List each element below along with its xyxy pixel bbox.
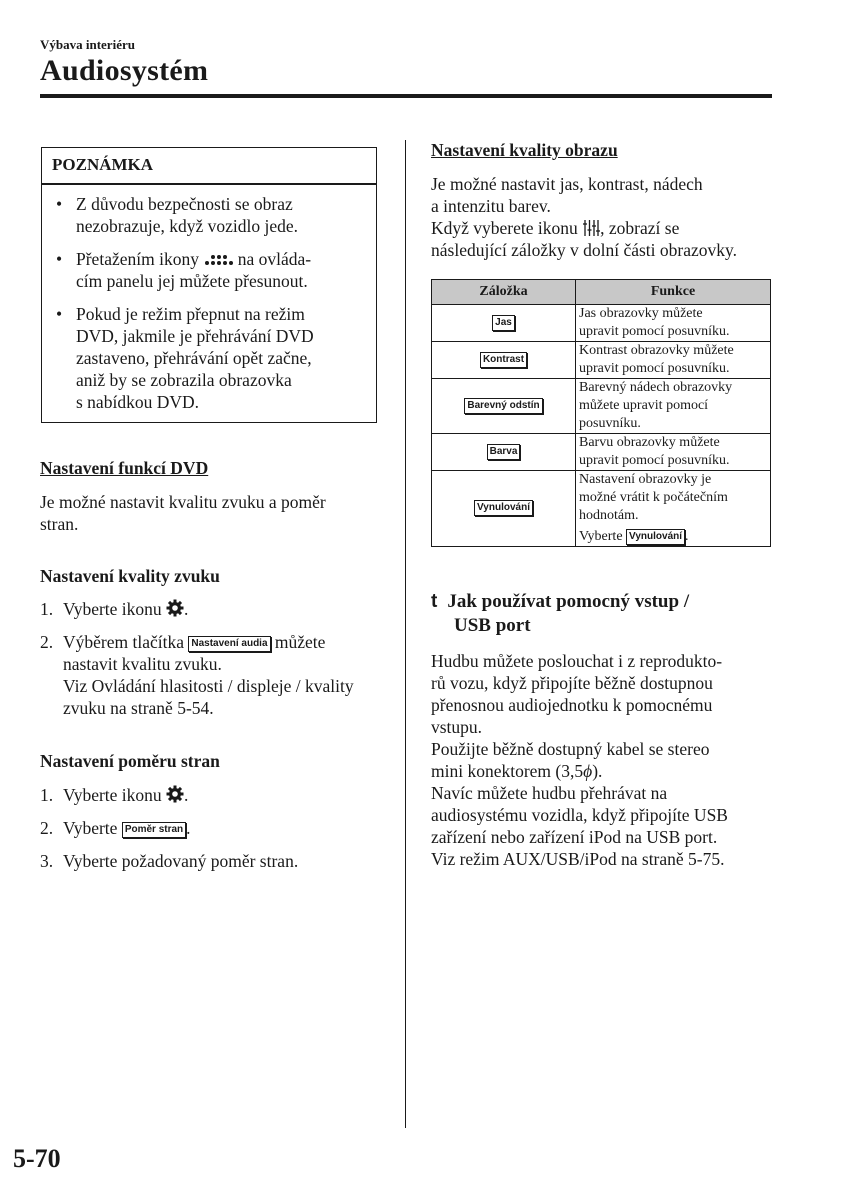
dvd-settings-heading: Nastavení funkcí DVD: [40, 458, 209, 478]
move-handle-icon: [203, 254, 233, 266]
settings-gear-icon: [166, 599, 184, 617]
diameter-symbol: ϕ: [583, 761, 593, 781]
audio-settings-button: Nastavení audia: [188, 636, 270, 652]
tabs-table: [431, 279, 771, 547]
table-header: Funkce: [576, 280, 771, 305]
image-intro: Je možné nastavit jas, kontrast, nádech a intenzitu barev. Když vyberete ikonu , zobrazí se následující záložky v dolní části obrazovky.: [431, 174, 737, 260]
picture-adjust-icon: [582, 219, 600, 237]
brightness-tab-button: Jas: [492, 315, 515, 331]
table-row: Barva Barvu obrazovky můžete upravit pomocí posuvníku.: [432, 434, 771, 471]
contrast-tab-button: Kontrast: [480, 352, 527, 368]
reset-tab-button: Vynulování: [474, 500, 533, 516]
aspect-ratio-heading: Nastavení poměru stran: [40, 751, 220, 771]
aux-heading: t Jak používat pomocný vstup / USB port: [431, 591, 690, 636]
note-list: [54, 193, 370, 424]
reset-button: Vynulování: [626, 529, 685, 545]
color-tab-button: Barva: [487, 444, 521, 460]
note-item: • Z důvodu bezpečnosti se obraz nezobrazuje, když vozidlo jede.: [56, 194, 299, 236]
tint-tab-button: Barevný odstín: [464, 398, 542, 414]
title-divider: [40, 94, 772, 98]
note-box: [41, 147, 377, 423]
aux-text: Hudbu můžete poslouchat i z reprodukto- rů vozu, když připojíte běžně dostupnou přenosnou audiojednotku k pomocnému vstupu. Použijte běžně dostupný kabel se stereo mini konektorem (3,5ϕ). Navíc můžete hudbu přehrávat na audiosystému vozidla, když připojíte USB zařízení nebo zařízení iPod na USB port. Viz režim AUX/USB/iPod na straně 5-75.: [431, 651, 728, 869]
table-header-row: [432, 280, 771, 305]
dvd-intro: Je možné nastavit kvalitu zvuku a poměr stran.: [40, 492, 326, 534]
page-title: Audiosystém: [40, 54, 209, 87]
column-divider: [405, 140, 406, 1128]
aspect-ratio-button: Poměr stran: [122, 822, 186, 838]
note-item: • Přetažením ikony na ovláda- cím panelu jej můžete přesunout.: [56, 249, 312, 291]
section-marker: t: [431, 591, 438, 612]
table-row: Kontrast Kontrast obrazovky můžete upravit pomocí posuvníku.: [432, 342, 771, 379]
table-header: Záložka: [432, 280, 576, 305]
note-title: POZNÁMKA: [52, 155, 154, 174]
table-row: Jas Jas obrazovky můžete upravit pomocí posuvníku.: [432, 305, 771, 342]
note-item: • Pokud je režim přepnut na režim DVD, jakmile je přehrávání DVD zastaveno, přehrávání opět začne, aniž by se zobrazila obrazovka s nabídkou DVD.: [56, 304, 314, 412]
note-divider: [42, 183, 376, 185]
section-label: Výbava interiéru: [40, 37, 135, 52]
image-quality-heading: Nastavení kvality obrazu: [431, 140, 618, 160]
bullet: •: [56, 194, 63, 214]
table-row: Vynulování Nastavení obrazovky je možné vrátit k počátečním hodnotám. Vyberte Vynulování .: [432, 471, 771, 547]
bullet: •: [56, 249, 63, 269]
table-row: Barevný odstín Barevný nádech obrazovky můžete upravit pomocí posuvníku.: [432, 379, 771, 434]
bullet: •: [56, 304, 63, 324]
settings-gear-icon: [166, 785, 184, 803]
page-number: 5-70: [13, 1144, 61, 1173]
sound-quality-heading: Nastavení kvality zvuku: [40, 566, 220, 586]
